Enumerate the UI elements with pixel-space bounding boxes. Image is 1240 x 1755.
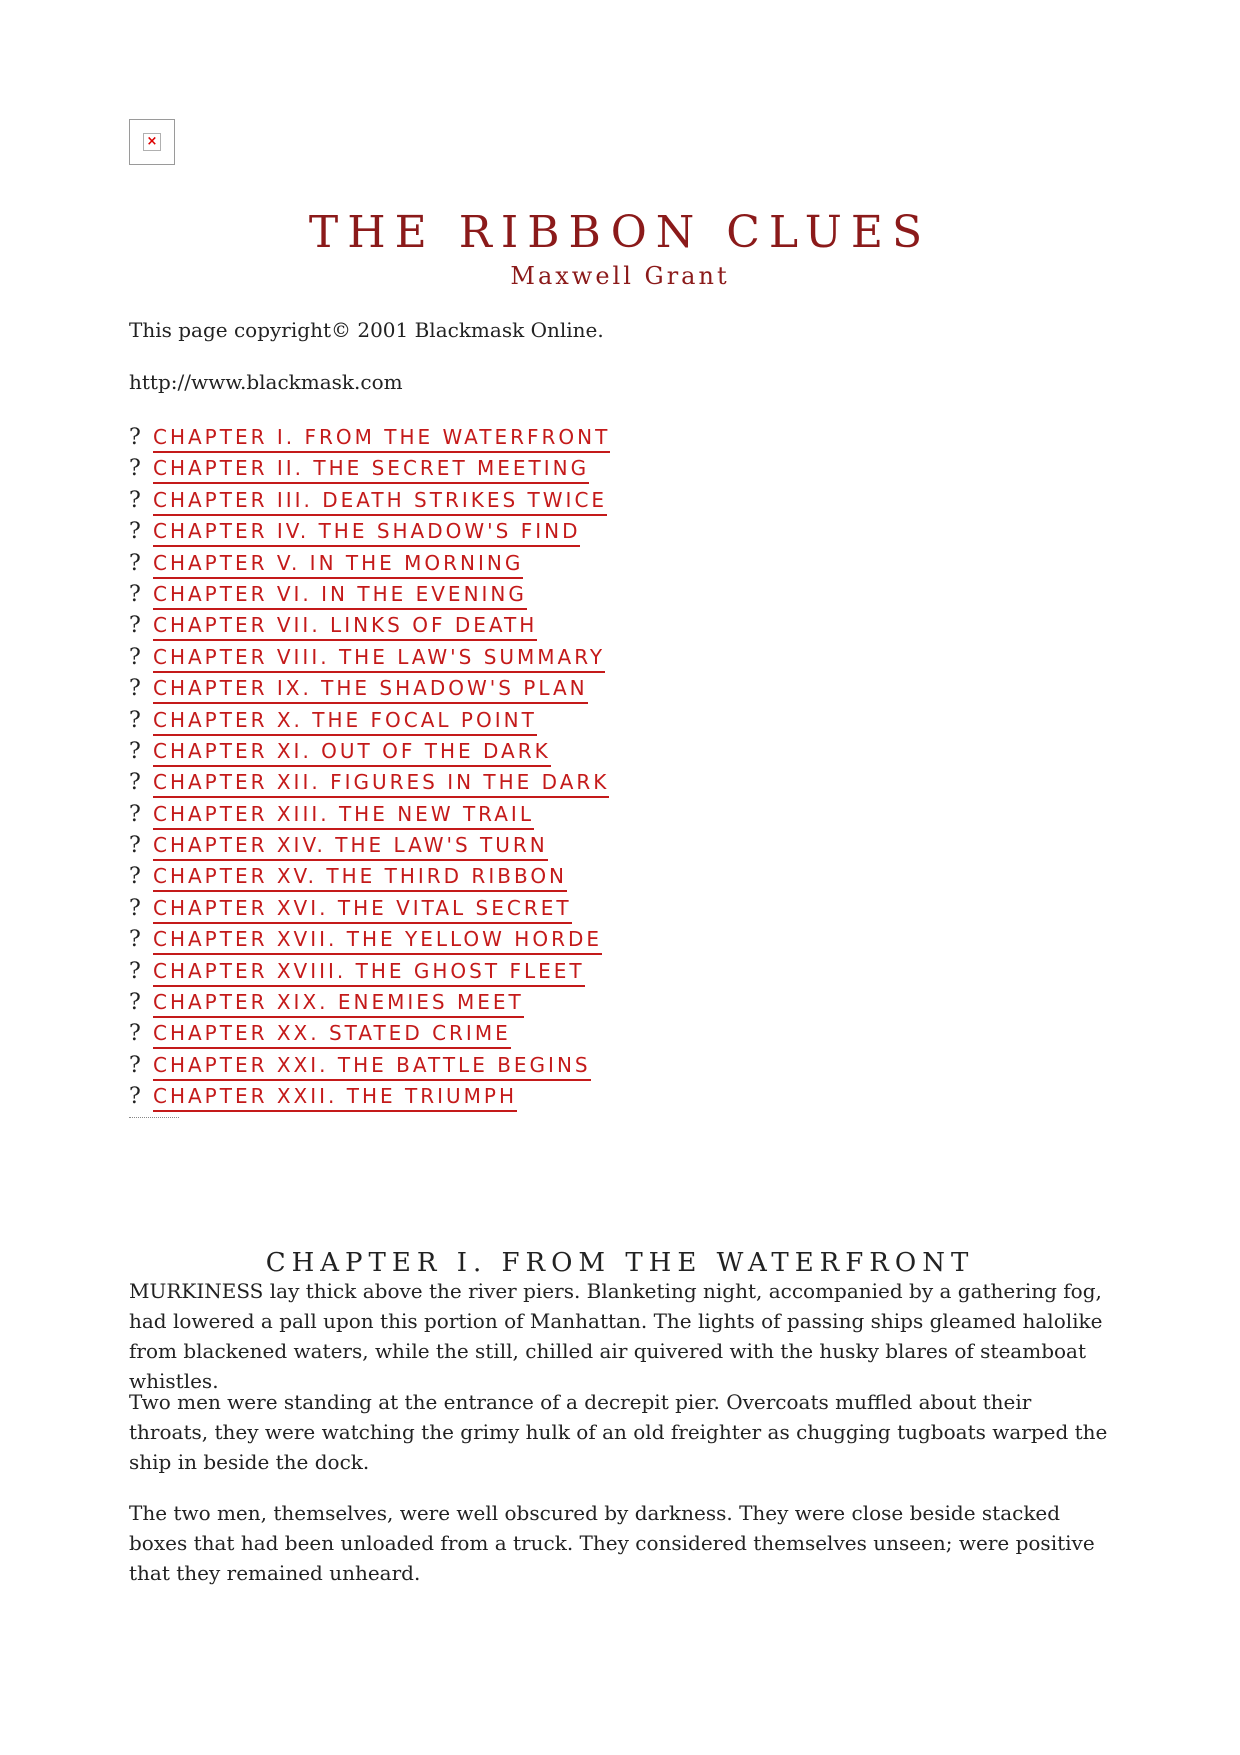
toc-link[interactable]: CHAPTER XXI. THE BATTLE BEGINS xyxy=(153,1052,591,1081)
toc-link[interactable]: CHAPTER IV. THE SHADOW'S FIND xyxy=(153,518,580,547)
toc-item xyxy=(129,926,610,957)
toc-item xyxy=(129,424,610,455)
toc-link[interactable]: CHAPTER VI. IN THE EVENING xyxy=(153,581,527,610)
toc-link[interactable]: CHAPTER VII. LINKS OF DEATH xyxy=(153,612,537,641)
toc-bullet: ? xyxy=(129,613,141,639)
toc-link[interactable]: CHAPTER XVI. THE VITAL SECRET xyxy=(153,895,572,924)
toc-item xyxy=(129,989,610,1020)
toc-item xyxy=(129,801,610,832)
toc-bullet: ? xyxy=(129,519,141,545)
toc-link[interactable]: CHAPTER I. FROM THE WATERFRONT xyxy=(153,424,610,453)
toc-bullet: ? xyxy=(129,895,141,921)
toc-link[interactable]: CHAPTER XV. THE THIRD RIBBON xyxy=(153,863,567,892)
toc-bullet: ? xyxy=(129,487,141,513)
toc-item xyxy=(129,518,610,549)
toc-link[interactable]: CHAPTER III. DEATH STRIKES TWICE xyxy=(153,487,607,516)
toc-bullet: ? xyxy=(129,990,141,1016)
toc-link[interactable]: CHAPTER II. THE SECRET MEETING xyxy=(153,455,589,484)
toc-bullet: ? xyxy=(129,1021,141,1047)
toc-bullet: ? xyxy=(129,927,141,953)
toc-link[interactable]: CHAPTER X. THE FOCAL POINT xyxy=(153,707,537,736)
toc-link[interactable]: CHAPTER XVII. THE YELLOW HORDE xyxy=(153,926,602,955)
toc-item xyxy=(129,832,610,863)
toc-item xyxy=(129,487,610,518)
toc-item xyxy=(129,1020,610,1051)
toc-link[interactable]: CHAPTER XII. FIGURES IN THE DARK xyxy=(153,769,609,798)
toc-item xyxy=(129,612,610,643)
toc-link[interactable]: CHAPTER XX. STATED CRIME xyxy=(153,1020,511,1049)
toc-item xyxy=(129,895,610,926)
toc-link[interactable]: CHAPTER XIII. THE NEW TRAIL xyxy=(153,801,534,830)
toc-item xyxy=(129,958,610,989)
toc-bullet: ? xyxy=(129,425,141,450)
toc-bullet: ? xyxy=(129,456,141,482)
book-title: THE RIBBON CLUES xyxy=(308,207,932,259)
toc-link[interactable]: CHAPTER XIV. THE LAW'S TURN xyxy=(153,832,548,861)
toc-item xyxy=(129,644,610,675)
toc-bullet: ? xyxy=(129,707,141,733)
toc-item xyxy=(129,769,610,800)
copyright-notice: This page copyright© 2001 Blackmask Online. xyxy=(129,318,604,342)
broken-image-icon: × xyxy=(143,133,161,151)
broken-image-placeholder xyxy=(129,119,175,165)
toc-link[interactable]: CHAPTER V. IN THE MORNING xyxy=(153,550,523,579)
toc-item xyxy=(129,455,610,486)
toc-item xyxy=(129,738,610,769)
toc-item xyxy=(129,550,610,581)
toc-bullet: ? xyxy=(129,958,141,984)
toc-item xyxy=(129,581,610,612)
toc-link[interactable]: CHAPTER XVIII. THE GHOST FLEET xyxy=(153,958,585,987)
toc-bullet: ? xyxy=(129,801,141,827)
toc-bullet: ? xyxy=(129,581,141,607)
toc-item xyxy=(129,1083,610,1114)
toc-bullet: ? xyxy=(129,550,141,576)
toc-item xyxy=(129,863,610,894)
chapter-paragraph: The two men, themselves, were well obscured by darkness. They were close beside stacked boxes that had been unloaded from a truck. They considered themselves unseen; were positive that they remained unheard. xyxy=(129,1501,1095,1585)
toc-link[interactable]: CHAPTER XIX. ENEMIES MEET xyxy=(153,989,524,1018)
table-of-contents xyxy=(129,424,610,1115)
toc-bullet: ? xyxy=(129,833,141,859)
toc-link[interactable]: CHAPTER XI. OUT OF THE DARK xyxy=(153,738,551,767)
toc-continuation-fragment xyxy=(129,1117,179,1122)
chapter-paragraph: Two men were standing at the entrance of a decrepit pier. Overcoats muffled about their throats, they were watching the grimy hulk of an old freighter as chugging tugboats warped the ship in beside the dock. xyxy=(129,1390,1108,1474)
toc-bullet: ? xyxy=(129,770,141,796)
toc-link[interactable]: CHAPTER XXII. THE TRIUMPH xyxy=(153,1083,517,1112)
chapter-paragraph: MURKINESS lay thick above the river piers. Blanketing night, accompanied by a gathering fog, had lowered a pall upon this portion of Manhattan. The lights of passing ships gleamed halolike from blackened waters, while the still, chilled air quivered with the husky blares of steamboat whistles. xyxy=(129,1279,1103,1393)
toc-item xyxy=(129,1052,610,1083)
toc-item xyxy=(129,675,610,706)
toc-item xyxy=(129,707,610,738)
toc-link[interactable]: CHAPTER IX. THE SHADOW'S PLAN xyxy=(153,675,588,704)
toc-bullet: ? xyxy=(129,644,141,670)
toc-bullet: ? xyxy=(129,1084,141,1110)
toc-bullet: ? xyxy=(129,1052,141,1078)
book-author: Maxwell Grant xyxy=(510,262,730,290)
toc-bullet: ? xyxy=(129,738,141,764)
toc-bullet: ? xyxy=(129,676,141,702)
chapter-heading: CHAPTER I. FROM THE WATERFRONT xyxy=(265,1247,975,1278)
toc-link[interactable]: CHAPTER VIII. THE LAW'S SUMMARY xyxy=(153,644,605,673)
toc-bullet: ? xyxy=(129,864,141,890)
site-url: http://www.blackmask.com xyxy=(129,370,403,394)
